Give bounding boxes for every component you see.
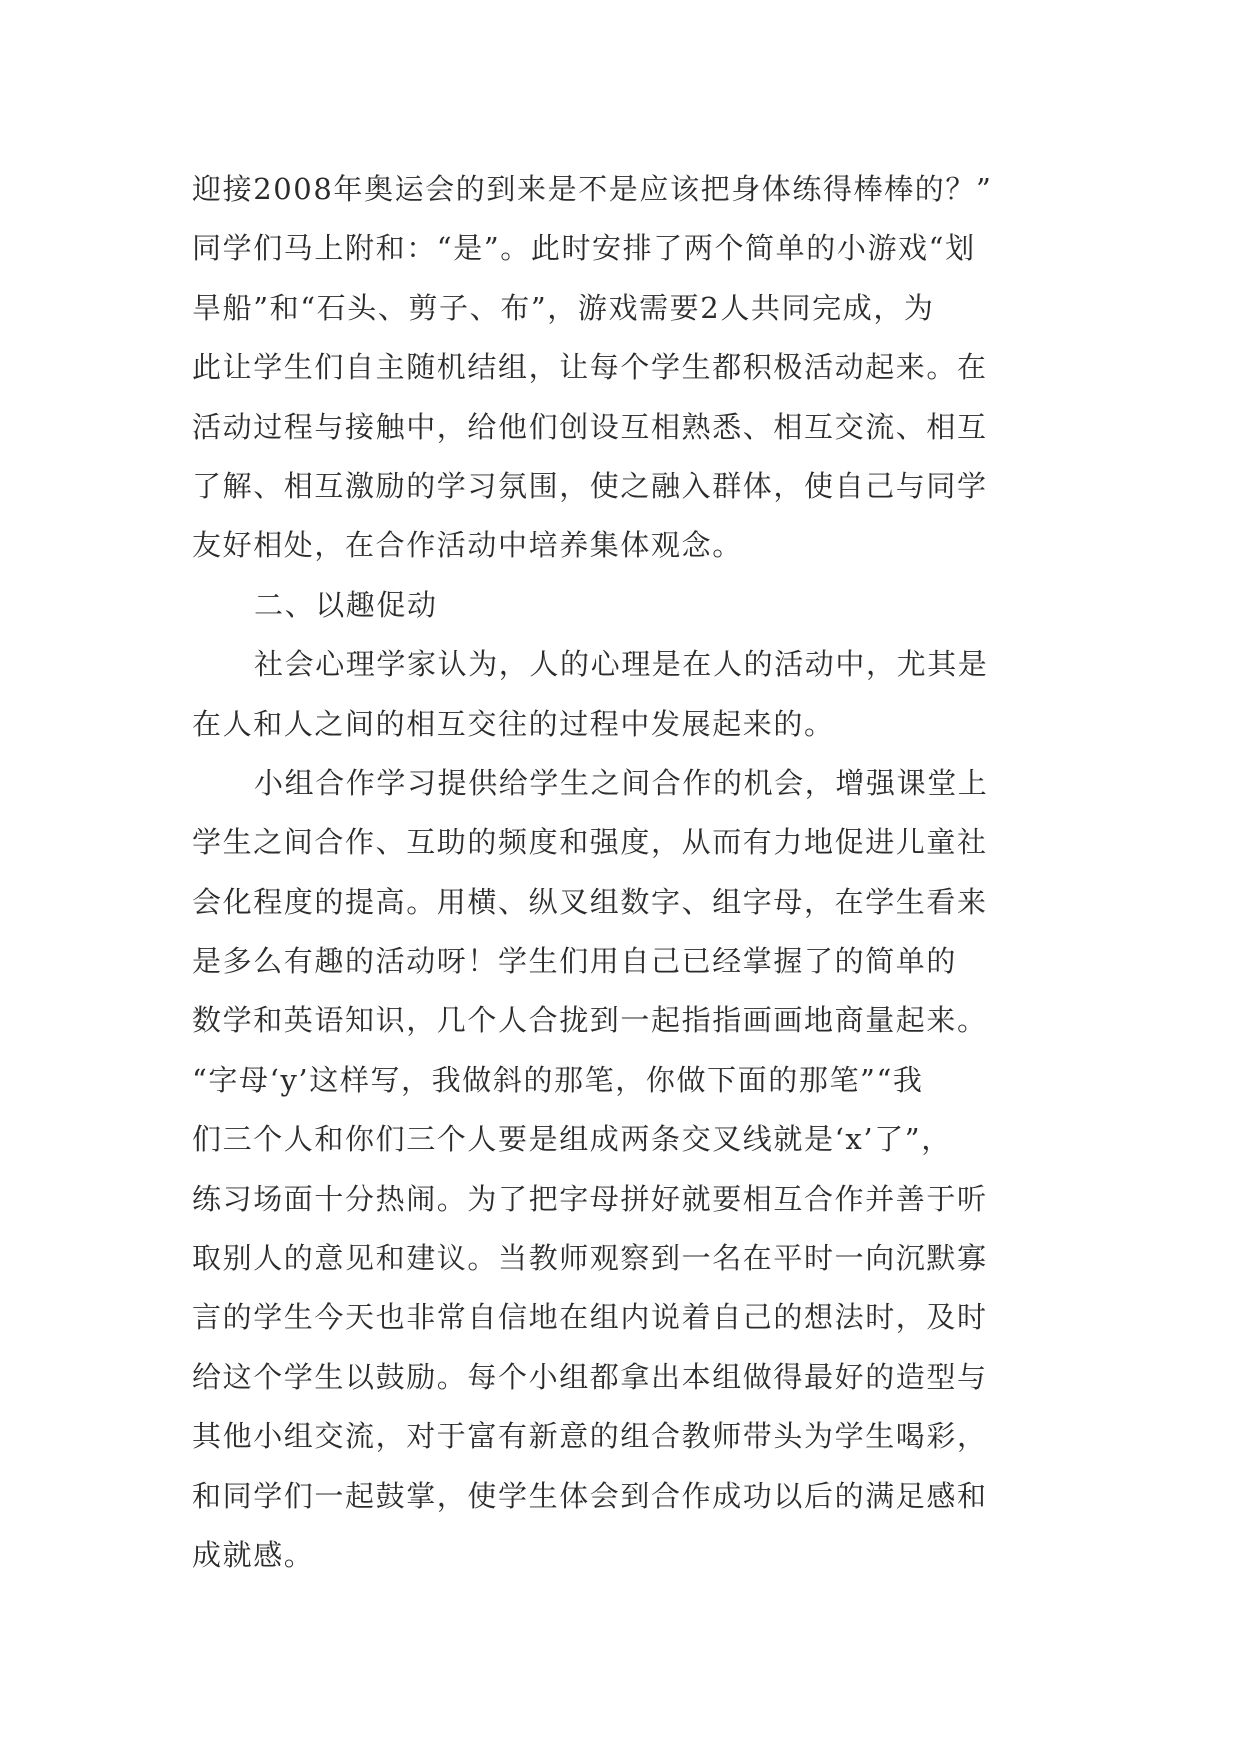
text-line: 和同学们一起鼓掌，使学生体会到合作成功以后的满足感和 [192,1478,988,1513]
section-heading: 二、以趣促动 [254,587,438,622]
body-text [192,160,1072,1585]
text-line: 社会心理学家认为，人的心理是在人的活动中，尤其是 [254,647,989,682]
text-line: 在人和人之间的相互交往的过程中发展起来的。 [192,706,835,741]
text-line: 了解、相互激励的学习氛围，使之融入群体，使自己与同学 [192,468,988,503]
text-line: 会化程度的提高。用横、纵叉组数字、组字母，在学生看来 [192,884,988,919]
text-line: “字母‘y’这样写，我做斜的那笔，你做下面的那笔”“我 [192,1062,924,1097]
text-line: 此让学生们自主随机结组，让每个学生都积极活动起来。在 [192,350,988,385]
text-line: 言的学生今天也非常自信地在组内说着自己的想法时，及时 [192,1300,988,1335]
text-line: 友好相处，在合作活动中培养集体观念。 [192,528,743,563]
text-line: 小组合作学习提供给学生之间合作的机会，增强课堂上 [254,765,989,800]
text-line: 取别人的意见和建议。当教师观察到一名在平时一向沉默寡 [192,1241,988,1276]
text-line: 数学和英语知识，几个人合拢到一起指指画画地商量起来。 [192,1003,988,1038]
text-line: 迎接2008年奥运会的到来是不是应该把身体练得棒棒的？” [192,172,993,206]
text-line: 其他小组交流，对于富有新意的组合教师带头为学生喝彩， [192,1419,988,1454]
text-line: 成就感。 [192,1537,315,1572]
text-line: 是多么有趣的活动呀！学生们用自己已经掌握了的简单的 [192,944,958,979]
text-line: 旱船”和“石头、剪子、布”，游戏需要2人共同完成，为 [192,290,935,325]
text-line: 同学们马上附和：“是”。此时安排了两个简单的小游戏“划 [192,231,976,266]
text-line: 学生之间合作、互助的频度和强度，从而有力地促进儿童社 [192,825,988,860]
text-line: 活动过程与接触中，给他们创设互相熟悉、相互交流、相互 [192,409,988,444]
text-line: 们三个人和你们三个人要是组成两条交叉线就是‘x’了”， [192,1122,952,1157]
text-line: 给这个学生以鼓励。每个小组都拿出本组做得最好的造型与 [192,1359,988,1394]
text-line: 练习场面十分热闹。为了把字母拼好就要相互合作并善于听 [192,1181,988,1216]
